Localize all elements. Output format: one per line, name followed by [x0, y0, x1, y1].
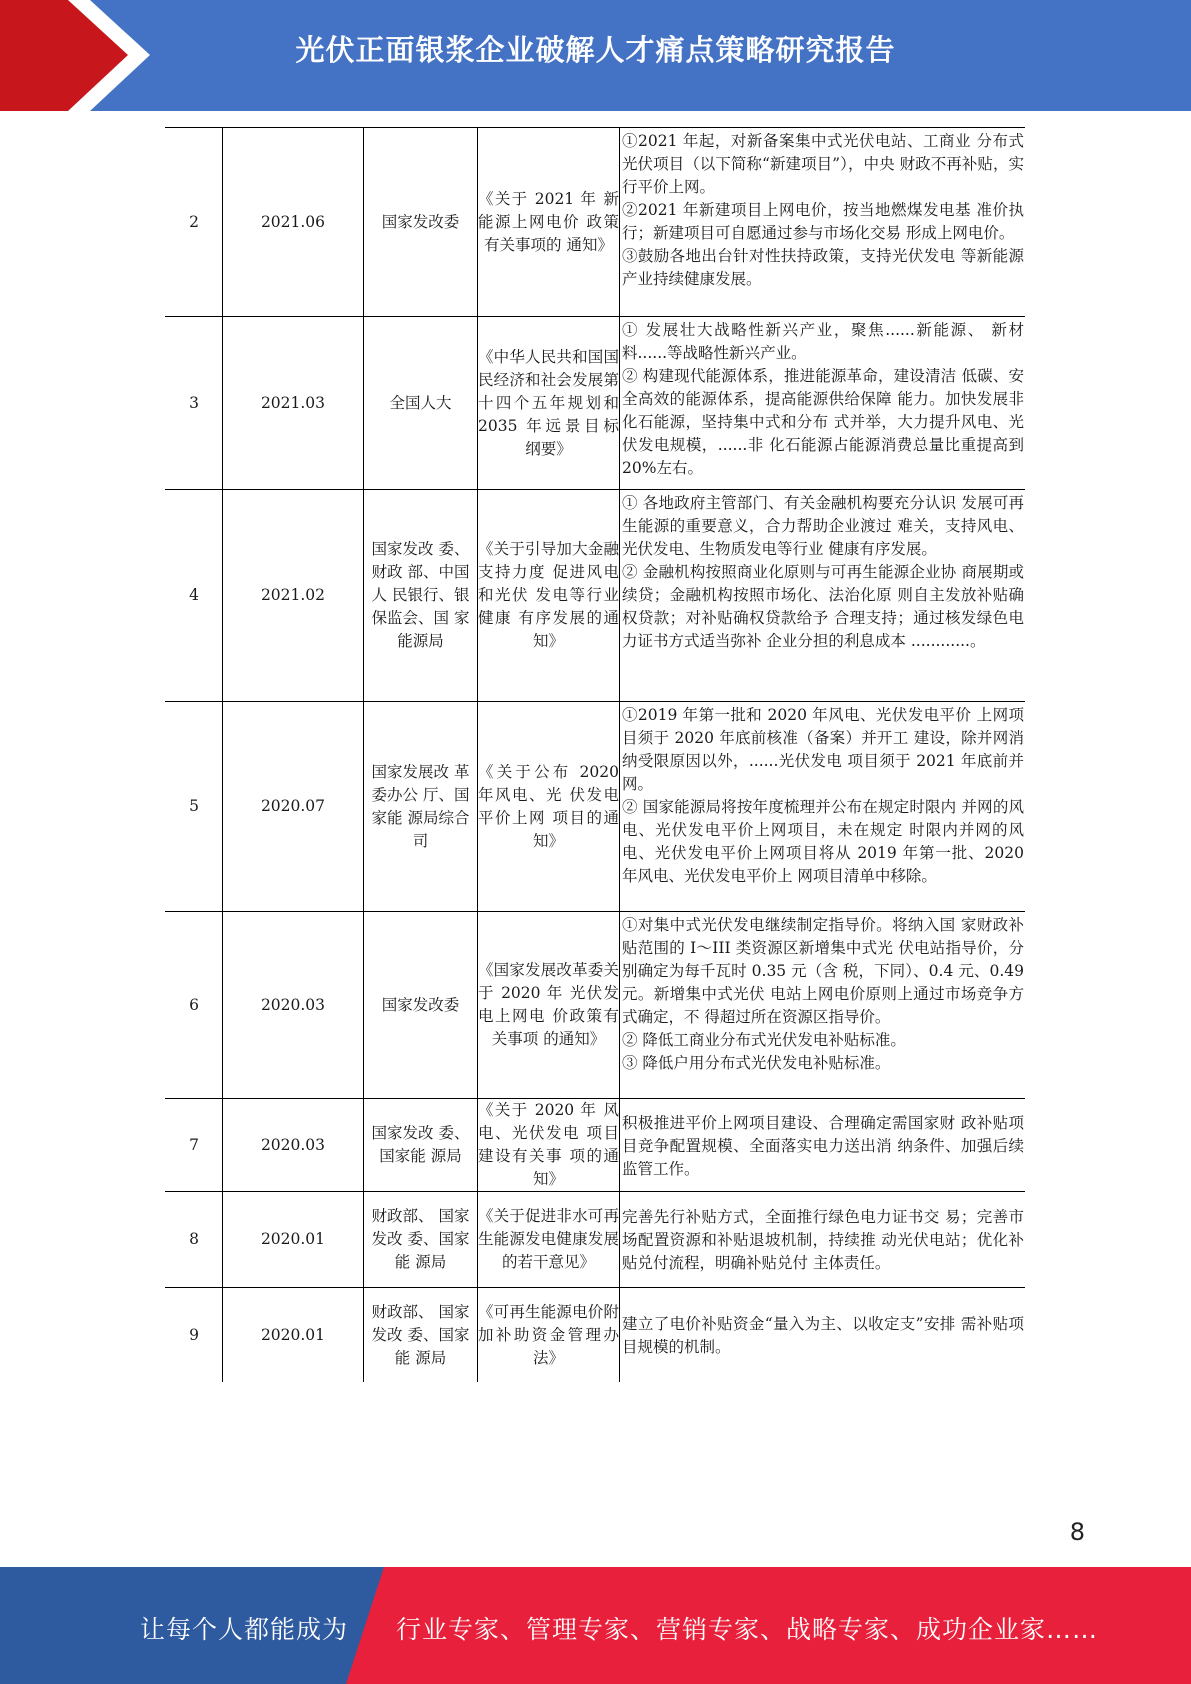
cell-department-text: 国家发展改 革委办公 厅、国家能 源局综合司 — [371, 762, 470, 850]
content-item: ② 金融机构按照商业化原则与可再生能源企业协 商展期或续贷；金融机构按照市场化、法治化原 则自主发放补贴确权贷款；对补贴确权贷款给予 合理支持；通过核发绿色电力证书方式适当弥补 企业分担的利息成本 ............。 — [622, 563, 1024, 650]
cell-department-text: 财政部、 国家发改 委、国家能 源局 — [371, 1207, 470, 1271]
cell-department — [364, 317, 477, 489]
content-item: 积极推进平价上网项目建设、合理确定需国家财 政补贴项目竞争配置规模、全面落实电力送出消 纳条件、加强后续监管工作。 — [622, 1113, 1024, 1178]
cell-date-text: 2021.03 — [260, 393, 326, 412]
content-item: ③ 降低户用分布式光伏发电补贴标准。 — [622, 1054, 891, 1072]
content-item: ① 发展壮大战略性新兴产业，聚焦......新能源、 新材料......等战略性新兴产业。 — [622, 321, 1024, 362]
cell-date-text: 2021.02 — [260, 586, 326, 604]
document-title: 光伏正面银浆企业破解人才痛点策略研究报告 — [295, 33, 896, 67]
cell-date — [223, 702, 363, 911]
cell-number — [166, 1288, 222, 1382]
cell-number-text: 3 — [189, 393, 199, 412]
cell-document — [478, 128, 619, 316]
cell-document-text: 《关于 2021 年 新能源上网电价 政策有关事项的 通知》 — [478, 189, 619, 254]
cell-number-text: 9 — [189, 1325, 199, 1344]
cell-date — [223, 317, 363, 489]
cell-date — [223, 490, 363, 701]
cell-content — [620, 1288, 1025, 1382]
cell-date-text: 2020.01 — [260, 1325, 326, 1344]
content-item: ①2021 年起，对新备案集中式光伏电站、工商业 分布式光伏项目（以下简称“新建项目”），中央 财政不再补贴，实行平价上网。 — [622, 132, 1024, 196]
cell-document-text: 《关于引导加大金融支持力度 促进风电和光伏 发电等行业健康 有序发展的通 知》 — [478, 540, 619, 650]
cell-department — [364, 1288, 477, 1382]
content-item: ② 降低工商业分布式光伏发电补贴标准。 — [622, 1031, 906, 1049]
cell-document-text: 《中华人民共和国国民经济和社会发展第十四个五年规划和 2035 年远景目标 纲要》 — [478, 347, 619, 458]
cell-document-text: 《关于 2020 年 风电、光伏发电 项目建设有关事 项的通知》 — [478, 1101, 619, 1188]
cell-department — [364, 128, 477, 316]
cell-number — [166, 702, 222, 911]
cell-number-text: 4 — [189, 586, 199, 604]
cell-document — [478, 912, 619, 1098]
cell-department-text: 财政部、 国家发改 委、国家能 源局 — [371, 1302, 470, 1367]
cell-number — [166, 317, 222, 489]
content-item: ①2019 年第一批和 2020 年风电、光伏发电平价 上网项目须于 2020 年底前核准（备案）并开工 建设，除并网消纳受限原因以外，......光伏发电 项目须于 2021 年底前并网。 — [622, 706, 1024, 793]
content-item: 完善先行补贴方式，全面推行绿色电力证书交 易；完善市场配置资源和补贴退坡机制，持续推 动光伏电站；优化补贴兑付流程，明确补贴兑付 主体责任。 — [622, 1208, 1024, 1272]
cell-department-text: 国家发改 委、财政 部、中国人 民银行、银保监会、国 家能源局 — [371, 540, 470, 650]
content-item: 建立了电价补贴资金“量入为主、以收定支”安排 需补贴项目规模的机制。 — [622, 1315, 1024, 1356]
cell-document-text: 《关于促进非水可再生能源发电健康发展的若干意见》 — [478, 1207, 619, 1271]
content-item: ② 国家能源局将按年度梳理并公布在规定时限内 并网的风电、光伏发电平价上网项目，未在规定 时限内并网的风电、光伏发电平价上网项目将从 2019 年第一批、2020 年风电、光伏发电平价上 网项目清单中移除。 — [622, 798, 1024, 885]
page-number: 8 — [1069, 1518, 1085, 1546]
cell-document-text: 《国家发展改革委关于 2020 年 光伏发电上网电 价政策有关事项 的通知》 — [478, 961, 619, 1048]
cell-content — [620, 702, 1025, 911]
cell-department — [364, 1192, 477, 1287]
cell-document — [478, 490, 619, 701]
cell-date-text: 2021.06 — [260, 212, 326, 231]
cell-content — [620, 912, 1025, 1098]
cell-number-text: 5 — [189, 797, 199, 815]
cell-date — [223, 912, 363, 1098]
cell-document-text: 《关于公布 2020 年风电、光 伏发电平价上网 项目的通知》 — [478, 762, 619, 850]
policy-table — [165, 127, 1025, 1382]
cell-number — [166, 490, 222, 701]
cell-date-text: 2020.01 — [260, 1230, 326, 1248]
cell-document-text: 《可再生能源电价附加补助资金管理办法》 — [478, 1302, 619, 1367]
cell-date — [223, 1288, 363, 1382]
cell-document — [478, 1192, 619, 1287]
cell-department — [364, 912, 477, 1098]
cell-document — [478, 317, 619, 489]
cell-document — [478, 1099, 619, 1191]
content-item: ①对集中式光伏发电继续制定指导价。将纳入国 家财政补贴范围的 I～III 类资源区新增集中式光 伏电站指导价，分别确定为每千瓦时 0.35 元（含 税，下同）、0.4 元、0.49 元。新增集中式光伏 电站上网电价原则上通过市场竞争方式确定，不 得超过所在资源区指导价。 — [622, 916, 1024, 1026]
cell-department — [364, 702, 477, 911]
cell-number-text: 2 — [189, 212, 199, 231]
content-item: ② 构建现代能源体系，推进能源革命，建设清洁 低碳、安全高效的能源体系，提高能源供给保障 能力。加快发展非化石能源，坚持集中式和分布 式并举，大力提升风电、光伏发电规模，......非 化石能源占能源消费总量比重提高到 20%左右。 — [622, 367, 1024, 477]
cell-date — [223, 1099, 363, 1191]
cell-number-text: 7 — [189, 1135, 199, 1154]
cell-department-text: 国家发改委 — [381, 995, 460, 1014]
cell-department — [364, 1099, 477, 1191]
cell-department-text: 国家发改 委、国家能 源局 — [371, 1124, 470, 1165]
footer-slogan-right: 行业专家、管理专家、营销专家、战略专家、成功企业家…… — [396, 1615, 1099, 1644]
cell-content — [620, 1099, 1025, 1191]
cell-date-text: 2020.07 — [260, 797, 326, 815]
content-item: ②2021 年新建项目上网电价，按当地燃煤发电基 准价执行；新建项目可自愿通过参与市场化交易 形成上网电价。 — [622, 201, 1024, 242]
cell-date — [223, 128, 363, 316]
cell-document — [478, 1288, 619, 1382]
cell-content — [620, 128, 1025, 316]
cell-date-text: 2020.03 — [260, 995, 326, 1014]
cell-date — [223, 1192, 363, 1287]
cell-content — [620, 1192, 1025, 1287]
cell-number-text: 6 — [189, 995, 199, 1014]
content-item: ① 各地政府主管部门、有关金融机构要充分认识 发展可再生能源的重要意义，合力帮助企业渡过 难关，支持风电、光伏发电、生物质发电等行业 健康有序发展。 — [622, 494, 1024, 558]
cell-content — [620, 317, 1025, 489]
cell-department-text: 全国人大 — [389, 393, 452, 412]
cell-department-text: 国家发改委 — [381, 212, 460, 231]
cell-content — [620, 490, 1025, 701]
cell-number — [166, 912, 222, 1098]
header-bar — [0, 0, 1191, 111]
cell-number-text: 8 — [189, 1230, 199, 1248]
cell-date-text: 2020.03 — [260, 1135, 326, 1154]
cell-number — [166, 1099, 222, 1191]
cell-number — [166, 1192, 222, 1287]
content-item: ③鼓励各地出台针对性扶持政策，支持光伏发电 等新能源产业持续健康发展。 — [622, 247, 1024, 288]
cell-number — [166, 128, 222, 316]
footer-slogan-left: 让每个人都能成为 — [140, 1615, 349, 1644]
cell-document — [478, 702, 619, 911]
cell-department — [364, 490, 477, 701]
